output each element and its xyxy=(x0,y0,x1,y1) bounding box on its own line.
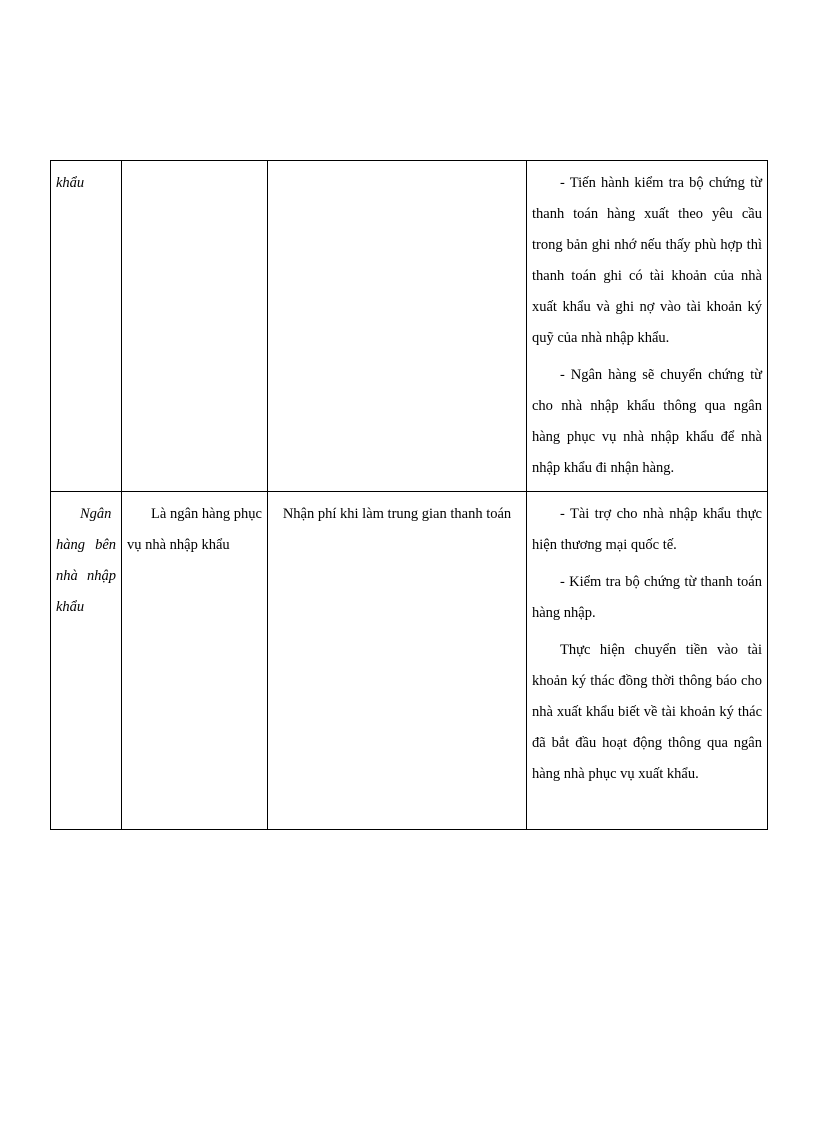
role-text: Là ngân hàng phục vụ nhà nhập khẩu xyxy=(127,506,262,553)
party-name: khẩu xyxy=(56,175,85,191)
party-name: Ngân hàng bên nhà nhập khẩu xyxy=(56,506,116,615)
duties-cell xyxy=(527,161,768,492)
benefit-cell xyxy=(268,161,527,492)
duties-cell xyxy=(527,492,768,830)
document-table xyxy=(50,160,768,830)
duty-paragraph: Thực hiện chuyển tiền vào tài khoản ký thác đồng thời thông báo cho nhà xuất khẩu biết về tài khoản ký thác đã bắt đầu hoạt động thông qua ngân hàng nhà phục vụ xuất khẩu. xyxy=(532,642,762,782)
duty-paragraph: - Ngân hàng sẽ chuyển chứng từ cho nhà nhập khẩu thông qua ngân hàng phục vụ nhà nhập khẩu để nhà nhập khẩu đi nhận hàng. xyxy=(532,367,762,476)
benefit-text: Nhận phí khi làm trung gian thanh toán xyxy=(282,506,512,522)
benefit-cell xyxy=(268,492,527,830)
duty-paragraph: - Tiến hành kiểm tra bộ chứng từ thanh toán hàng xuất theo yêu cầu trong bản ghi nhớ nếu thấy phù hợp thì thanh toán ghi có tài khoản của nhà xuất khẩu và ghi nợ vào tài khoản ký quỹ của nhà nhập khẩu. xyxy=(532,175,762,346)
party-cell xyxy=(51,492,122,830)
role-cell xyxy=(122,161,268,492)
duty-paragraph: - Tài trợ cho nhà nhập khẩu thực hiện thương mại quốc tế. xyxy=(532,506,762,553)
party-cell xyxy=(51,161,122,492)
duty-paragraph: - Kiểm tra bộ chứng từ thanh toán hàng nhập. xyxy=(532,574,762,621)
table-row xyxy=(51,492,768,830)
role-cell xyxy=(122,492,268,830)
table-row xyxy=(51,161,768,492)
